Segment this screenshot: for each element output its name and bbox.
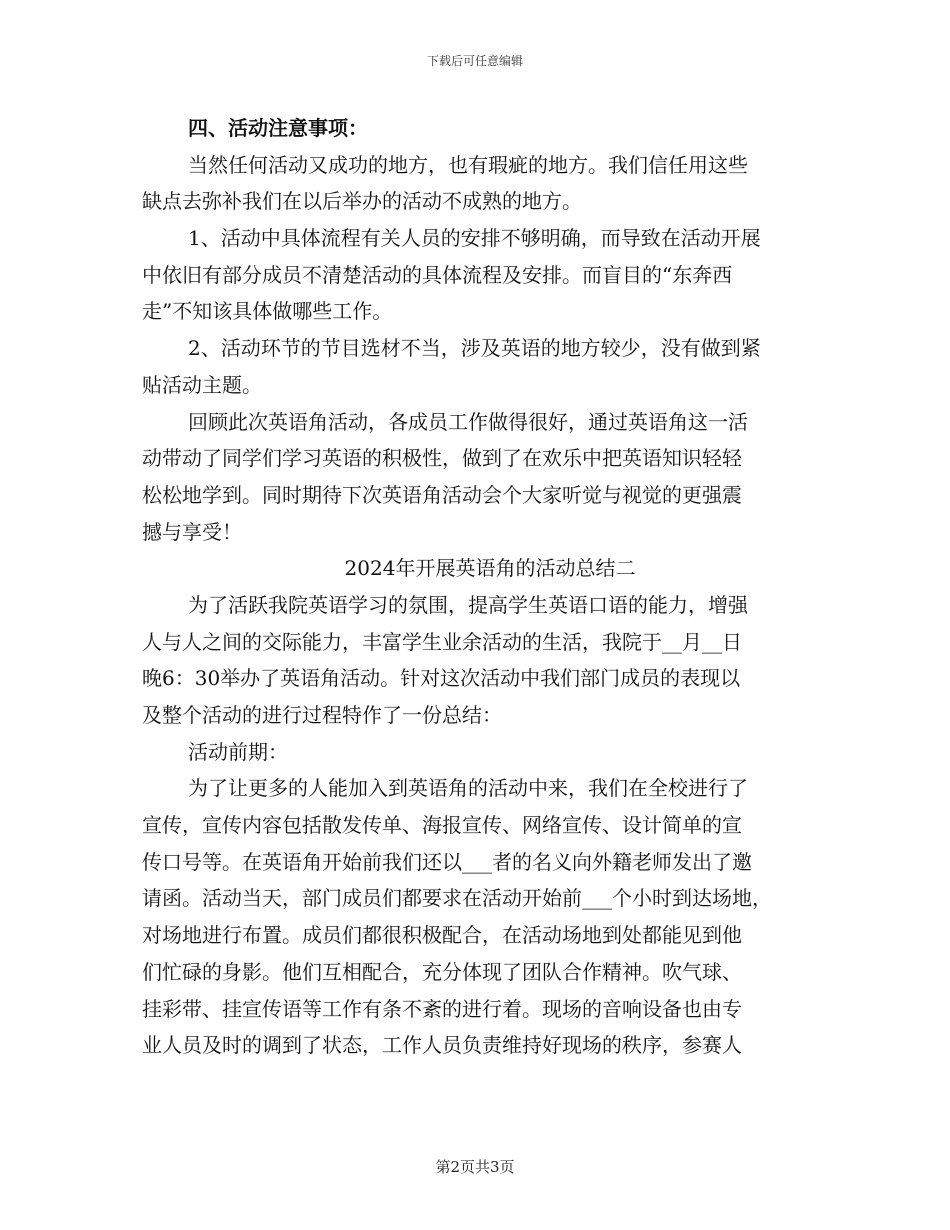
paragraph-line: 为了活跃我院英语学习的氛围，提高学生英语口语的能力，增强 bbox=[188, 592, 748, 617]
paragraph-line: 宣传，宣传内容包括散发传单、海报宣传、网络宣传、设计简单的宣 bbox=[142, 813, 742, 838]
phase-label: 活动前期： bbox=[188, 739, 288, 764]
paragraph-line: 晚6：30举办了英语角活动。针对这次活动中我们部门成员的表现以 bbox=[142, 666, 741, 691]
paragraph-line: 贴活动主题。 bbox=[142, 372, 262, 397]
paragraph-line: 业人员及时的调到了状态，工作人员负责维持好现场的秩序，参赛人 bbox=[142, 1033, 742, 1058]
section-title: 2024年开展英语角的活动总结二 bbox=[344, 556, 636, 581]
paragraph-line: 中依旧有部分成员不清楚活动的具体流程及安排。而盲目的“东奔西 bbox=[142, 262, 733, 287]
paragraph-line: 撼与享受！ bbox=[142, 519, 242, 544]
page-header: 下载后可任意编辑 bbox=[426, 54, 523, 68]
paragraph-line: 对场地进行布置。成员们都很积极配合，在活动场地到处都能见到他 bbox=[142, 923, 742, 948]
paragraph-line: 当然任何活动又成功的地方，也有瑕疵的地方。我们信任用这些 bbox=[188, 152, 748, 177]
paragraph-line: 传口号等。在英语角开始前我们还以___者的名义向外籍老师发出了邀 bbox=[142, 849, 752, 874]
page-footer: 第2页共3页 bbox=[435, 1158, 515, 1176]
paragraph-line: 动带动了同学们学习英语的积极性，做到了在欢乐中把英语知识轻轻 bbox=[142, 446, 742, 471]
paragraph-line: 们忙碌的身影。他们互相配合，充分体现了团队合作精神。吹气球、 bbox=[142, 959, 742, 984]
paragraph-line: 挂彩带、挂宣传语等工作有条不紊的进行着。现场的音响设备也由专 bbox=[142, 996, 742, 1021]
paragraph-line: 1、活动中具体流程有关人员的安排不够明确，而导致在活动开展 bbox=[188, 226, 761, 251]
paragraph-line: 及整个活动的进行过程特作了一份总结： bbox=[142, 703, 502, 727]
notes-heading: 四、活动注意事项： bbox=[188, 116, 368, 140]
paragraph-line: 人与人之间的交际能力，丰富学生业余活动的生活，我院于__月__日 bbox=[142, 629, 742, 654]
paragraph-line: 走”不知该具体做哪些工作。 bbox=[142, 299, 393, 324]
paragraph-line: 2、活动环节的节目选材不当，涉及英语的地方较少，没有做到紧 bbox=[188, 336, 761, 361]
paragraph-line: 为了让更多的人能加入到英语角的活动中来，我们在全校进行了 bbox=[188, 776, 748, 801]
paragraph-line: 请函。活动当天，部门成员们都要求在活动开始前___个小时到达场地， bbox=[142, 886, 772, 911]
paragraph-line: 松松地学到。同时期待下次英语角活动会个大家听觉与视觉的更强震 bbox=[142, 482, 742, 507]
paragraph-line: 缺点去弥补我们在以后举办的活动不成熟的地方。 bbox=[142, 189, 582, 214]
document-body bbox=[142, 110, 802, 1064]
paragraph-line: 回顾此次英语角活动，各成员工作做得很好，通过英语角这一活 bbox=[188, 409, 748, 434]
